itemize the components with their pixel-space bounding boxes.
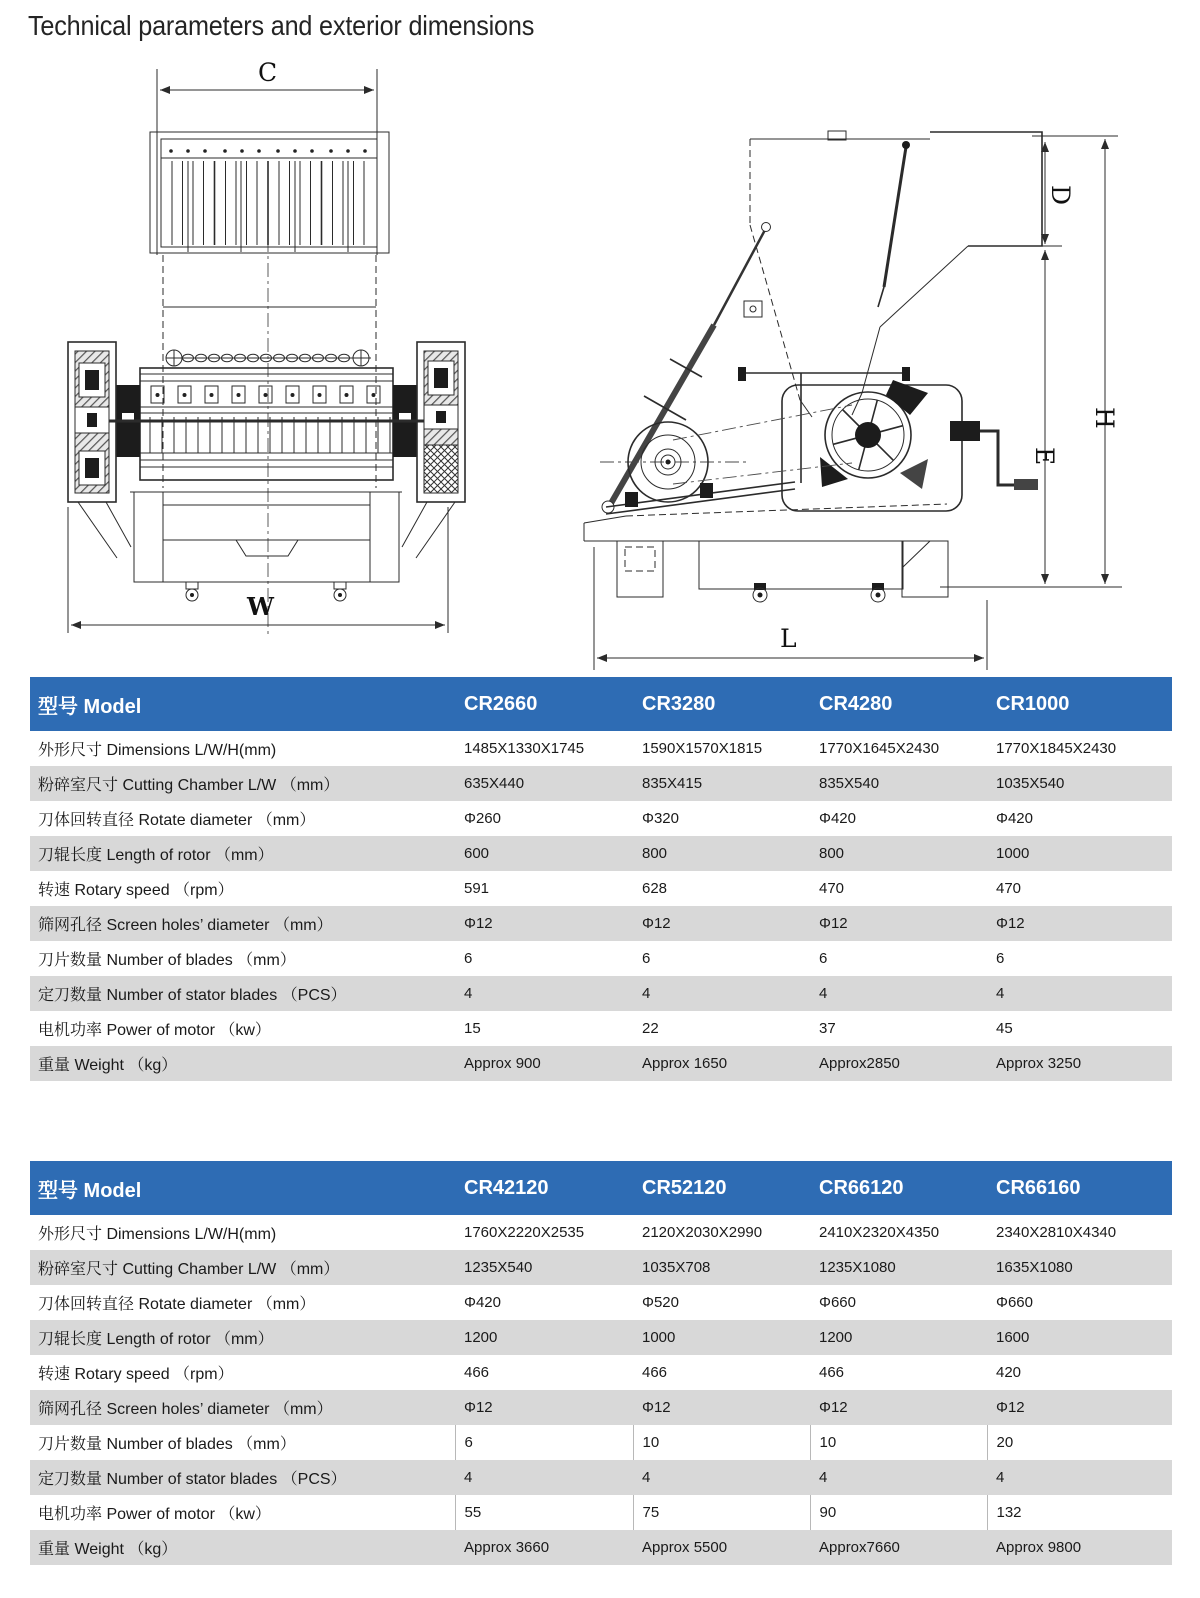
cell-value: Φ660: [819, 1294, 856, 1311]
cell-value: 628: [642, 880, 668, 897]
cell-value: 10: [810, 1425, 987, 1460]
table-row: [30, 801, 1172, 836]
model-header-label: 型号 Model: [30, 1161, 455, 1215]
dim-label-e: E: [1030, 447, 1059, 466]
table-row: [30, 1320, 1172, 1355]
table-row: [30, 1460, 1172, 1495]
cell-value: Φ12: [464, 1399, 493, 1416]
cell-value: Φ12: [464, 915, 493, 932]
table-row: [30, 731, 1172, 766]
cell-value: 1235X540: [464, 1259, 533, 1276]
cell-value: 800: [819, 845, 845, 862]
cell-value: 1770X1645X2430: [819, 740, 940, 757]
cell-value: 1000: [642, 1329, 676, 1346]
cell-value: 1035X540: [996, 775, 1065, 792]
cell-value: 1485X1330X1745: [464, 740, 585, 757]
row-label: 刀片数量 Number of blades （mm）: [38, 1436, 296, 1453]
table-row: [30, 1285, 1172, 1320]
cell-value: 4: [464, 1469, 473, 1486]
cell-value: 1000: [996, 845, 1030, 862]
table-header-row: [30, 1161, 1172, 1215]
cell-value: 15: [464, 1020, 481, 1037]
table-row: [30, 1530, 1172, 1565]
table-row: [30, 766, 1172, 801]
cell-value: 4: [996, 1469, 1005, 1486]
cell-value: Φ12: [819, 915, 848, 932]
model-column-header: CR1000: [987, 677, 1172, 731]
cell-value: 2410X2320X4350: [819, 1224, 940, 1241]
front-view-drawing: [68, 58, 465, 637]
model-column-header: CR4280: [810, 677, 987, 731]
cell-value: 22: [642, 1020, 659, 1037]
cell-value: 1635X1080: [996, 1259, 1073, 1276]
cell-value: Approx 5500: [642, 1539, 728, 1556]
table-row: [30, 1355, 1172, 1390]
cell-value: Φ420: [996, 810, 1033, 827]
cell-value: 835X540: [819, 775, 880, 792]
row-label: 刀片数量 Number of blades （mm）: [38, 952, 296, 969]
table-row: [30, 1215, 1172, 1250]
cell-value: 1770X1845X2430: [996, 740, 1117, 757]
model-column-header: CR66120: [810, 1161, 987, 1215]
cell-value: 75: [633, 1495, 810, 1530]
row-label: 外形尺寸 Dimensions L/W/H(mm): [38, 1226, 277, 1243]
table-row: [30, 906, 1172, 941]
cell-value: 37: [819, 1020, 836, 1037]
row-label: 重量 Weight （kg）: [38, 1541, 178, 1558]
cell-value: 4: [996, 985, 1005, 1002]
cell-value: 4: [642, 985, 651, 1002]
row-label: 外形尺寸 Dimensions L/W/H(mm): [38, 742, 277, 759]
cell-value: Approx7660: [819, 1539, 900, 1556]
cell-value: 466: [819, 1364, 845, 1381]
dim-label-d: D: [1046, 185, 1075, 206]
table-row: [30, 1250, 1172, 1285]
cell-value: 6: [464, 950, 473, 967]
row-label: 电机功率 Power of motor （kw）: [38, 1022, 271, 1039]
cell-value: Approx2850: [819, 1055, 900, 1072]
cell-value: 1600: [996, 1329, 1030, 1346]
row-label: 刀辊长度 Length of rotor （mm）: [38, 1331, 274, 1348]
cell-value: Approx 3660: [464, 1539, 550, 1556]
cell-value: Approx 900: [464, 1055, 541, 1072]
cell-value: 1200: [464, 1329, 498, 1346]
row-label: 定刀数量 Number of stator blades （PCS）: [38, 1471, 347, 1488]
side-view-drawing: [584, 131, 1122, 670]
dim-label-h: H: [1090, 407, 1119, 429]
cell-value: 55: [455, 1495, 633, 1530]
dim-label-l: L: [780, 624, 797, 653]
cell-value: 1035X708: [642, 1259, 711, 1276]
row-label: 刀辊长度 Length of rotor （mm）: [38, 847, 274, 864]
table-row: [30, 1390, 1172, 1425]
cell-value: Φ320: [642, 810, 679, 827]
model-header-label: 型号 Model: [30, 677, 455, 731]
dim-label-c: C: [258, 58, 278, 87]
cell-value: 2120X2030X2990: [642, 1224, 763, 1241]
model-column-header: CR52120: [633, 1161, 810, 1215]
cell-value: 470: [819, 880, 845, 897]
cell-value: 1200: [819, 1329, 853, 1346]
spec-table-2: [30, 1161, 1172, 1565]
row-label: 筛网孔径 Screen holes’ diameter （mm）: [38, 917, 333, 934]
model-column-header: CR2660: [455, 677, 633, 731]
row-label: 刀体回转直径 Rotate diameter （mm）: [38, 812, 316, 829]
row-label: 粉碎室尺寸 Cutting Chamber L/W （mm）: [38, 777, 340, 794]
cell-value: Φ260: [464, 810, 501, 827]
cell-value: Φ12: [642, 1399, 671, 1416]
cell-value: 835X415: [642, 775, 703, 792]
row-label: 重量 Weight （kg）: [38, 1057, 178, 1074]
spec-table-1: [30, 677, 1172, 1081]
row-label: 筛网孔径 Screen holes’ diameter （mm）: [38, 1401, 333, 1418]
technical-drawings: [0, 55, 1200, 670]
cell-value: 4: [464, 985, 473, 1002]
cell-value: 4: [819, 985, 828, 1002]
table-header-row: [30, 677, 1172, 731]
cell-value: Φ12: [996, 915, 1025, 932]
cell-value: 6: [819, 950, 828, 967]
cell-value: 1590X1570X1815: [642, 740, 763, 757]
cell-value: Φ420: [819, 810, 856, 827]
cell-value: 470: [996, 880, 1022, 897]
cell-value: 600: [464, 845, 490, 862]
table-row: [30, 1011, 1172, 1046]
cell-value: 420: [996, 1364, 1022, 1381]
cell-value: 591: [464, 880, 490, 897]
row-label: 粉碎室尺寸 Cutting Chamber L/W （mm）: [38, 1261, 340, 1278]
table-row: [30, 1425, 1172, 1460]
table-row: [30, 941, 1172, 976]
row-label: 刀体回转直径 Rotate diameter （mm）: [38, 1296, 316, 1313]
cell-value: 10: [633, 1425, 810, 1460]
cell-value: 20: [987, 1425, 1172, 1460]
cell-value: 1760X2220X2535: [464, 1224, 585, 1241]
cell-value: Approx 1650: [642, 1055, 728, 1072]
cell-value: 800: [642, 845, 668, 862]
page-title: Technical parameters and exterior dimensions: [28, 10, 535, 41]
cell-value: 6: [455, 1425, 633, 1460]
cell-value: Approx 3250: [996, 1055, 1082, 1072]
cell-value: 4: [819, 1469, 828, 1486]
cell-value: 90: [810, 1495, 987, 1530]
cell-value: Φ420: [464, 1294, 501, 1311]
cell-value: Φ12: [642, 915, 671, 932]
cell-value: Φ12: [819, 1399, 848, 1416]
cell-value: 466: [642, 1364, 668, 1381]
cell-value: Φ520: [642, 1294, 679, 1311]
cell-value: 2340X2810X4340: [996, 1224, 1117, 1241]
table-row: [30, 871, 1172, 906]
cell-value: Approx 9800: [996, 1539, 1082, 1556]
cell-value: 4: [642, 1469, 651, 1486]
row-label: 转速 Rotary speed （rpm）: [38, 1366, 234, 1383]
model-column-header: CR66160: [987, 1161, 1172, 1215]
cell-value: 45: [996, 1020, 1013, 1037]
cell-value: 6: [642, 950, 651, 967]
table-row: [30, 1495, 1172, 1530]
dim-label-w: W: [247, 592, 274, 621]
cell-value: Φ12: [996, 1399, 1025, 1416]
table-row: [30, 836, 1172, 871]
cell-value: Φ660: [996, 1294, 1033, 1311]
cell-value: 1235X1080: [819, 1259, 896, 1276]
model-column-header: CR42120: [455, 1161, 633, 1215]
model-column-header: CR3280: [633, 677, 810, 731]
cell-value: 6: [996, 950, 1005, 967]
cell-value: 132: [987, 1495, 1172, 1530]
table-row: [30, 1046, 1172, 1081]
table-row: [30, 976, 1172, 1011]
row-label: 电机功率 Power of motor （kw）: [38, 1506, 271, 1523]
cell-value: 466: [464, 1364, 490, 1381]
row-label: 转速 Rotary speed （rpm）: [38, 882, 234, 899]
cell-value: 635X440: [464, 775, 525, 792]
row-label: 定刀数量 Number of stator blades （PCS）: [38, 987, 347, 1004]
